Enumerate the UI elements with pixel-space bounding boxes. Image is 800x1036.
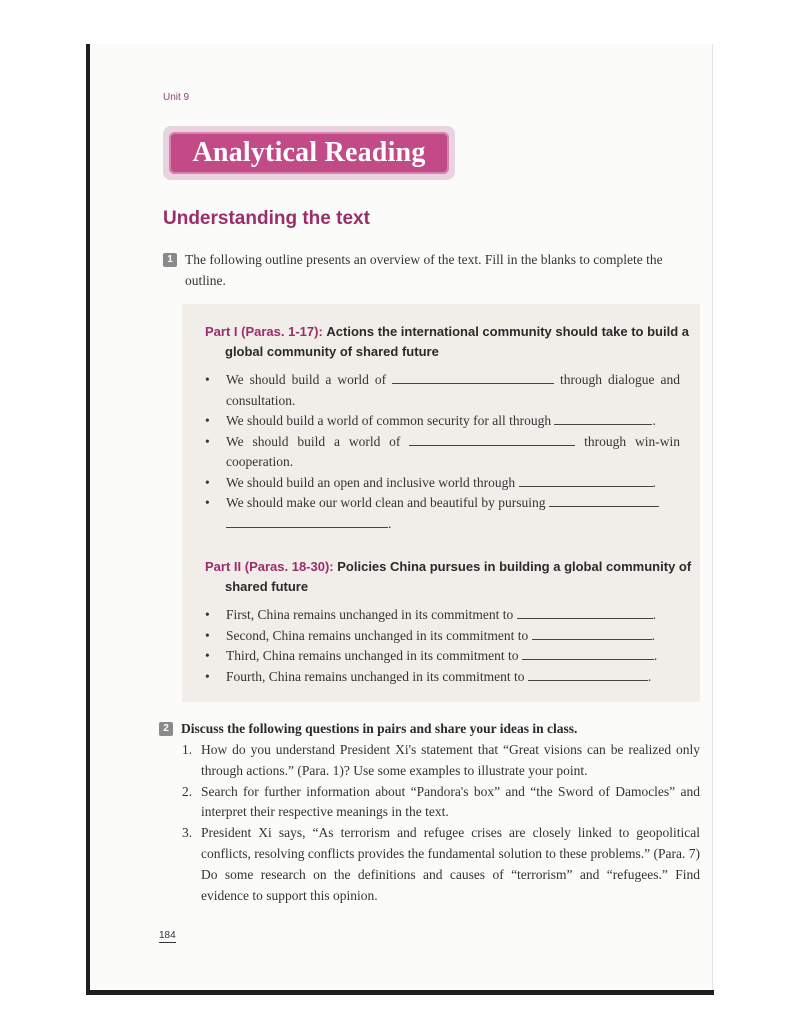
fill-blank[interactable] [554, 411, 652, 425]
fill-blank[interactable] [226, 514, 388, 528]
part-2-label: Part II (Paras. 18-30): [205, 559, 334, 574]
part-2-bullet-list [205, 605, 680, 687]
part-1-bullet-list [205, 370, 680, 534]
question-number: 2. [182, 783, 193, 799]
question-text: President Xi says, “As terrorism and refugee crises are closely linked to geopolitical conflicts, resolving conflicts provides the fundamental solution to these problems.” (Para. 7) Do some research on the definitions and causes of “terrorism” and “refugees.” Find evidence to support this opinion. [201, 825, 700, 903]
list-item: • Fourth, China remains unchanged in its commitment to . [205, 667, 680, 688]
question-text: How do you understand President Xi's statement that “Great visions can be realized only through actions.” (Para. 1)? Use some examples to illustrate your point. [201, 742, 700, 778]
fill-blank[interactable] [517, 605, 653, 619]
list-item: • We should make our world clean and beautiful by pursuing . [205, 493, 680, 534]
list-item: • We should build an open and inclusive world through . [205, 473, 680, 494]
part-2-heading [205, 557, 705, 597]
fill-blank[interactable] [409, 432, 575, 446]
fill-blank[interactable] [519, 473, 653, 487]
part-1-heading [205, 322, 705, 362]
unit-label: Unit 9 [163, 92, 190, 103]
fill-blank[interactable] [549, 493, 659, 507]
list-item: • We should build a world of through dialogue and consultation. [205, 370, 680, 411]
part-2-title: Policies China pursues in building a global community of shared future [225, 559, 692, 594]
question-number: 3. [182, 825, 193, 841]
page-number: 184 [159, 930, 176, 941]
part-1-title: Actions the international community should take to build a global community of shared future [225, 324, 689, 359]
exercise-2-number-badge: 2 [159, 722, 173, 736]
section-banner [169, 132, 449, 174]
fill-blank[interactable] [528, 667, 648, 681]
list-item: • Second, China remains unchanged in its commitment to . [205, 626, 680, 647]
exercise-2-instruction: Discuss the following questions in pairs and share your ideas in class. [181, 721, 578, 736]
list-item: • Third, China remains unchanged in its commitment to . [205, 646, 680, 667]
list-item: • We should build a world of common security for all through . [205, 411, 680, 432]
fill-blank[interactable] [522, 646, 654, 660]
list-item [182, 823, 700, 906]
section-title: Understanding the text [163, 208, 370, 229]
banner-title: Analytical Reading [192, 137, 426, 168]
list-item: • First, China remains unchanged in its commitment to . [205, 605, 680, 626]
list-item: • We should build a world of through win-win cooperation. [205, 432, 680, 473]
discussion-question-list [182, 740, 700, 906]
exercise-1-number-badge: 1 [163, 253, 177, 267]
question-number: 1. [182, 742, 193, 757]
page-bottom-edge [86, 990, 714, 995]
part-1-label: Part I (Paras. 1-17): [205, 324, 323, 339]
list-item [182, 782, 700, 824]
question-text: Search for further information about “Pandora's box” and “the Sword of Damocles” and interpret their respective meanings in the text. [201, 783, 700, 820]
fill-blank[interactable] [392, 370, 554, 384]
exercise-1-instruction: The following outline presents an overview of the text. Fill in the blanks to complete the outline. [185, 252, 663, 288]
fill-blank[interactable] [532, 626, 652, 640]
list-item [182, 740, 700, 782]
